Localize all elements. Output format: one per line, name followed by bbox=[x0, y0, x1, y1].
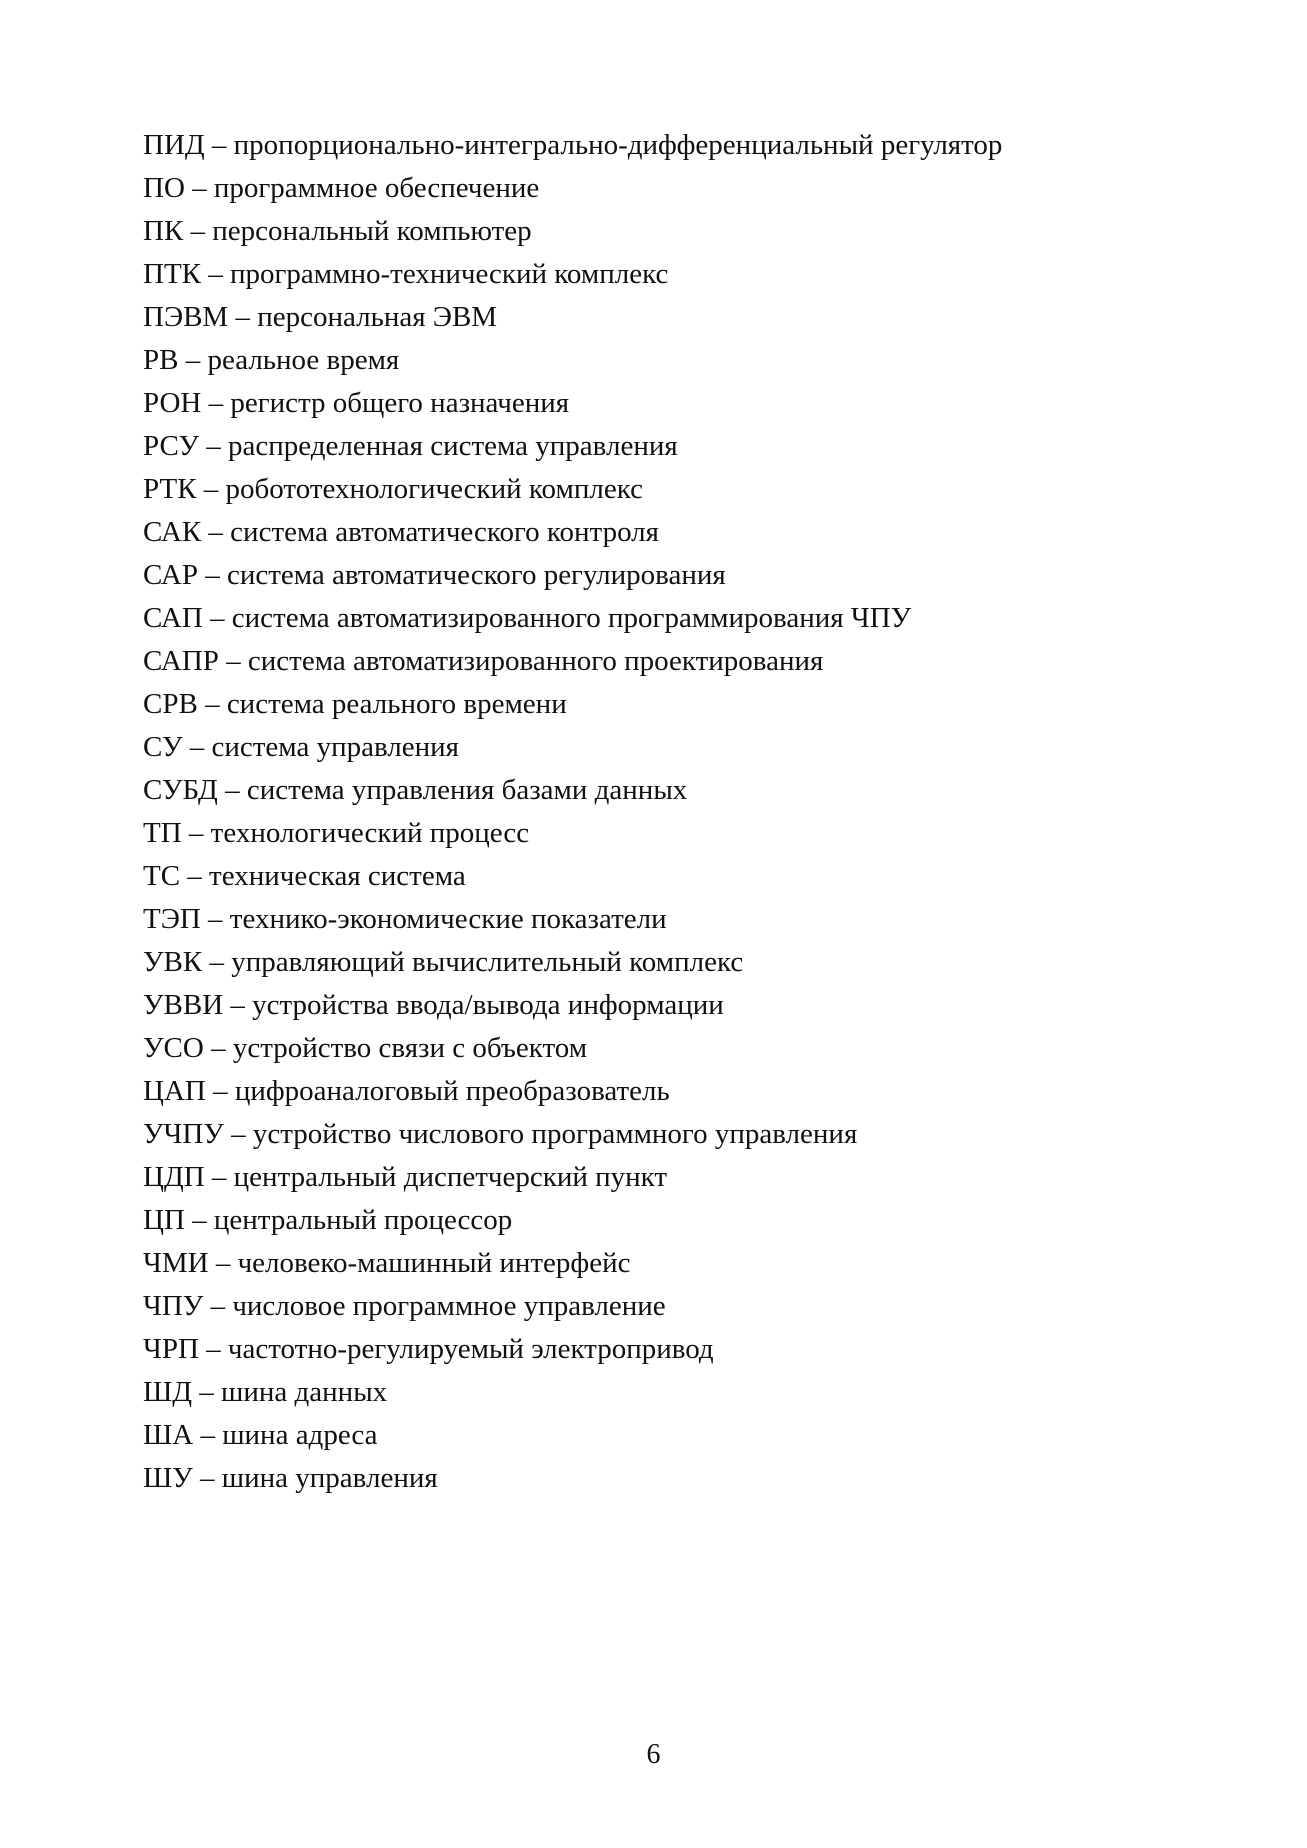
abbreviation-item: ТП – технологический процесс bbox=[143, 817, 530, 849]
abbreviation-item: ЧПУ – числовое программное управление bbox=[143, 1290, 666, 1322]
abbreviation-item: САК – система автоматического контроля bbox=[143, 516, 659, 548]
abbreviation-item: ШУ – шина управления bbox=[143, 1462, 438, 1494]
abbreviation-item: ПИД – пропорционально-интегрально-дифференциальный регулятор bbox=[143, 129, 1003, 161]
abbreviation-item: СУБД – система управления базами данных bbox=[143, 774, 688, 806]
abbreviation-item: ЧМИ – человеко-машинный интерфейс bbox=[143, 1247, 631, 1279]
abbreviation-item: УВК – управляющий вычислительный комплекс bbox=[143, 946, 744, 978]
abbreviation-item: СУ – система управления bbox=[143, 731, 459, 763]
abbreviation-item: УСО – устройство связи с объектом bbox=[143, 1032, 588, 1064]
abbreviation-item: РТК – робототехнологический комплекс bbox=[143, 473, 643, 505]
abbreviation-item: ШД – шина данных bbox=[143, 1376, 388, 1408]
abbreviation-item: ЦАП – цифроаналоговый преобразователь bbox=[143, 1075, 670, 1107]
abbreviation-item: ПТК – программно-технический комплекс bbox=[143, 258, 669, 290]
abbreviation-item: ЦДП – центральный диспетчерский пункт bbox=[143, 1161, 668, 1193]
abbreviation-item: РОН – регистр общего назначения bbox=[143, 387, 570, 419]
abbreviation-item: ТЭП – технико-экономические показатели bbox=[143, 903, 667, 935]
abbreviation-item: ТС – техническая система bbox=[143, 860, 466, 892]
abbreviation-item: ПК – персональный компьютер bbox=[143, 215, 532, 247]
page-number: 6 bbox=[646, 1739, 661, 1770]
abbreviation-item: УЧПУ – устройство числового программного управления bbox=[143, 1118, 858, 1150]
abbreviation-item: САР – система автоматического регулирования bbox=[143, 559, 726, 591]
abbreviation-item: САПР – система автоматизированного проектирования bbox=[143, 645, 824, 677]
abbreviation-item: ША – шина адреса bbox=[143, 1419, 378, 1451]
abbreviation-item: ПЭВМ – персональная ЭВМ bbox=[143, 301, 498, 333]
abbreviation-item: РСУ – распределенная система управления bbox=[143, 430, 678, 462]
abbreviation-item: РВ – реальное время bbox=[143, 344, 400, 376]
abbreviation-item: ЧРП – частотно-регулируемый электропривод bbox=[143, 1333, 714, 1365]
abbreviation-item: СРВ – система реального времени bbox=[143, 688, 567, 720]
abbreviation-item: УВВИ – устройства ввода/вывода информации bbox=[143, 989, 724, 1021]
abbreviation-item: САП – система автоматизированного программирования ЧПУ bbox=[143, 602, 912, 634]
abbreviation-list bbox=[143, 124, 1002, 1500]
abbreviation-item: ЦП – центральный процессор bbox=[143, 1204, 513, 1236]
abbreviation-item: ПО – программное обеспечение bbox=[143, 172, 540, 204]
